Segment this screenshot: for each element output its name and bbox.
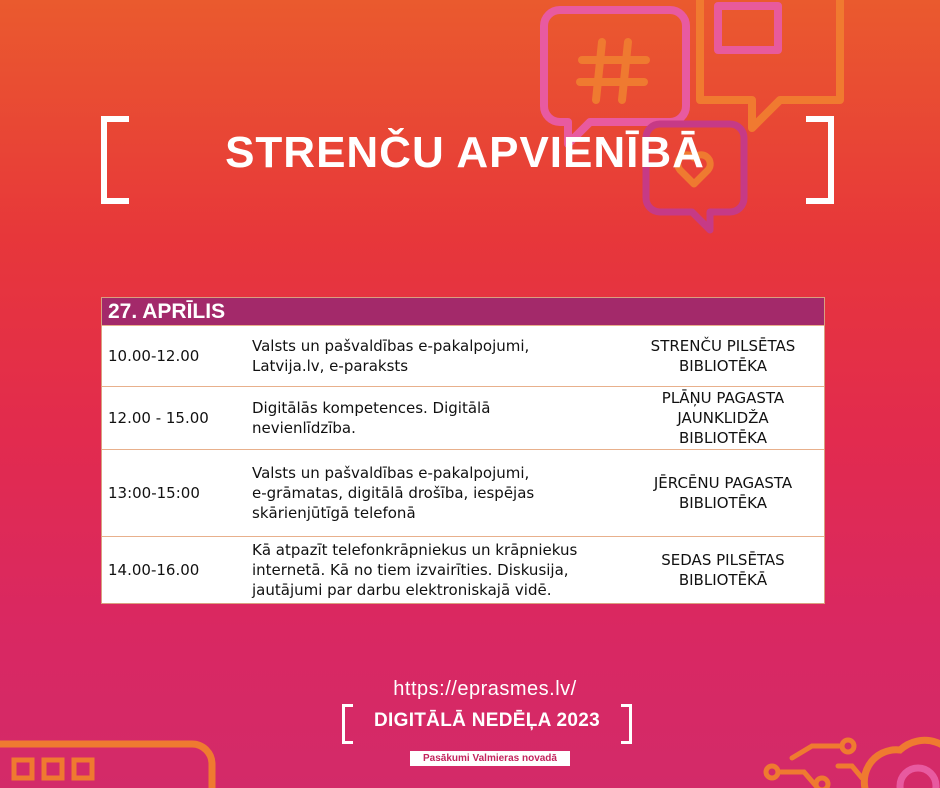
place-line: JAUNKLIDŽA — [677, 409, 769, 427]
place-cell — [622, 473, 824, 513]
region-badge: Pasākumi Valmieras novadā — [410, 751, 570, 766]
date-header: 27. APRĪLIS — [102, 298, 824, 325]
time-cell: 14.00-16.00 — [108, 561, 200, 579]
title-bracket-right — [806, 116, 834, 204]
topic-cell — [252, 398, 622, 438]
footer-bracket-right — [621, 704, 632, 744]
place-line: BIBLIOTĒKĀ — [678, 571, 768, 589]
circuit-icon — [766, 740, 862, 788]
table-row — [102, 536, 824, 603]
place-line: PLĀŅU PAGASTA — [661, 389, 785, 407]
topic-line: nevienlīdzība. — [252, 419, 356, 437]
place-line: JĒRCĒNU PAGASTA — [653, 474, 793, 492]
schedule-table — [101, 297, 825, 604]
title-bracket-left — [101, 116, 129, 204]
hashtag-chat-icon — [544, 10, 686, 144]
place-line: BIBLIOTĒKA — [678, 357, 768, 375]
table-row — [102, 386, 824, 449]
table-row — [102, 325, 824, 386]
place-line: STRENČU PILSĒTAS — [650, 337, 796, 355]
cloud-icon — [864, 740, 940, 788]
place-cell — [622, 388, 824, 448]
time-cell: 10.00-12.00 — [108, 347, 200, 365]
place-cell — [622, 550, 824, 590]
place-cell — [622, 336, 824, 376]
topic-line: Latvija.lv, e-paraksts — [252, 357, 409, 375]
website-link[interactable]: https://eprasmes.lv/ — [393, 678, 577, 700]
topic-cell — [252, 463, 622, 523]
topic-cell — [252, 540, 622, 600]
table-row — [102, 449, 824, 536]
place-line: BIBLIOTĒKA — [678, 429, 768, 447]
window-icon — [0, 744, 212, 788]
time-cell: 13:00-15:00 — [108, 484, 200, 502]
topic-line: e-grāmatas, digitālā drošība, iespējas — [252, 484, 535, 502]
place-line: SEDAS PILSĒTAS — [661, 551, 785, 569]
event-name: DIGITĀLĀ NEDĒĻA 2023 — [374, 710, 600, 731]
topic-line: jautājumi par darbu elektroniskajā vidē. — [252, 581, 552, 599]
page-title: STRENČU APVIENĪBĀ — [225, 128, 705, 177]
topic-line: skārienjūtīgā telefonā — [252, 504, 416, 522]
place-line: BIBLIOTĒKA — [678, 494, 768, 512]
topic-line: Digitālās kompetences. Digitālā — [252, 399, 491, 417]
topic-cell — [252, 336, 622, 376]
topic-line: Valsts un pašvaldības e-pakalpojumi, — [252, 464, 530, 482]
topic-line: Valsts un pašvaldības e-pakalpojumi, — [252, 337, 530, 355]
topic-line: Kā atpazīt telefonkrāpniekus un krāpniekus — [252, 541, 578, 559]
image-chat-icon — [700, 0, 840, 128]
topic-line: internetā. Kā no tiem izvairīties. Diskusija, — [252, 561, 569, 579]
time-cell: 12.00 - 15.00 — [108, 409, 209, 427]
footer-bracket-left — [342, 704, 353, 744]
